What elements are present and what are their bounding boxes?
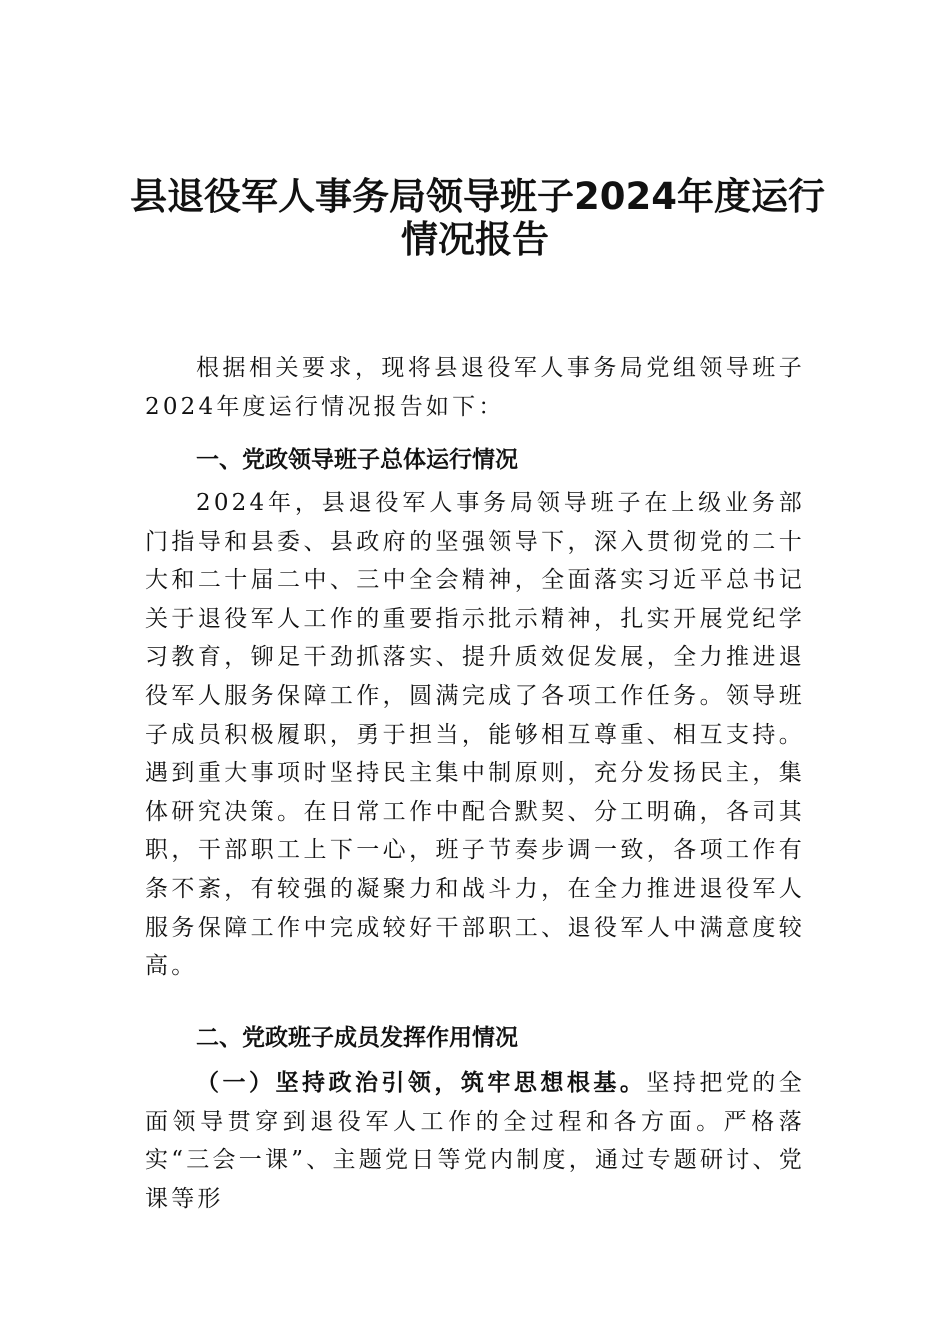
- section-2-text: 坚持把党的全面领导贯穿到退役军人工作的全过程和各方面。严格落实“三会一课”、主题党日等党内制度，通过专题研讨、党课等形: [145, 1070, 805, 1212]
- section-1-heading: 一、党政领导班子总体运行情况: [196, 447, 518, 473]
- section-2-heading: 二、党政班子成员发挥作用情况: [196, 1025, 518, 1051]
- document-title-line-2: 情况报告: [401, 218, 549, 261]
- section-2-paragraph: [145, 1064, 805, 1218]
- document-title-line-1: 县退役军人事务局领导班子2024年度运行: [130, 175, 825, 218]
- section-1-paragraph: 2024年，县退役军人事务局领导班子在上级业务部门指导和县委、县政府的坚强领导下，深入贯彻党的二十大和二十届二中、三中全会精神，全面落实习近平总书记关于退役军人工作的重要指示批示精神，扎实开展党纪学习教育，铆足干劲抓落实、提升质效促发展，全力推进退役军人服务保障工作，圆满完成了各项工作任务。领导班子成员积极履职，勇于担当，能够相互尊重、相互支持。遇到重大事项时坚持民主集中制原则，充分发扬民主，集体研究决策。在日常工作中配合默契、分工明确，各司其职，干部职工上下一心，班子节奏步调一致，各项工作有条不紊，有较强的凝聚力和战斗力，在全力推进退役军人服务保障工作中完成较好干部职工、退役军人中满意度较高。: [145, 490, 805, 980]
- section-2-lead: （一）坚持政治引领，筑牢思想根基。: [196, 1069, 647, 1096]
- intro-paragraph: 根据相关要求，现将县退役军人事务局党组领导班子2024年度运行情况报告如下：: [145, 355, 805, 420]
